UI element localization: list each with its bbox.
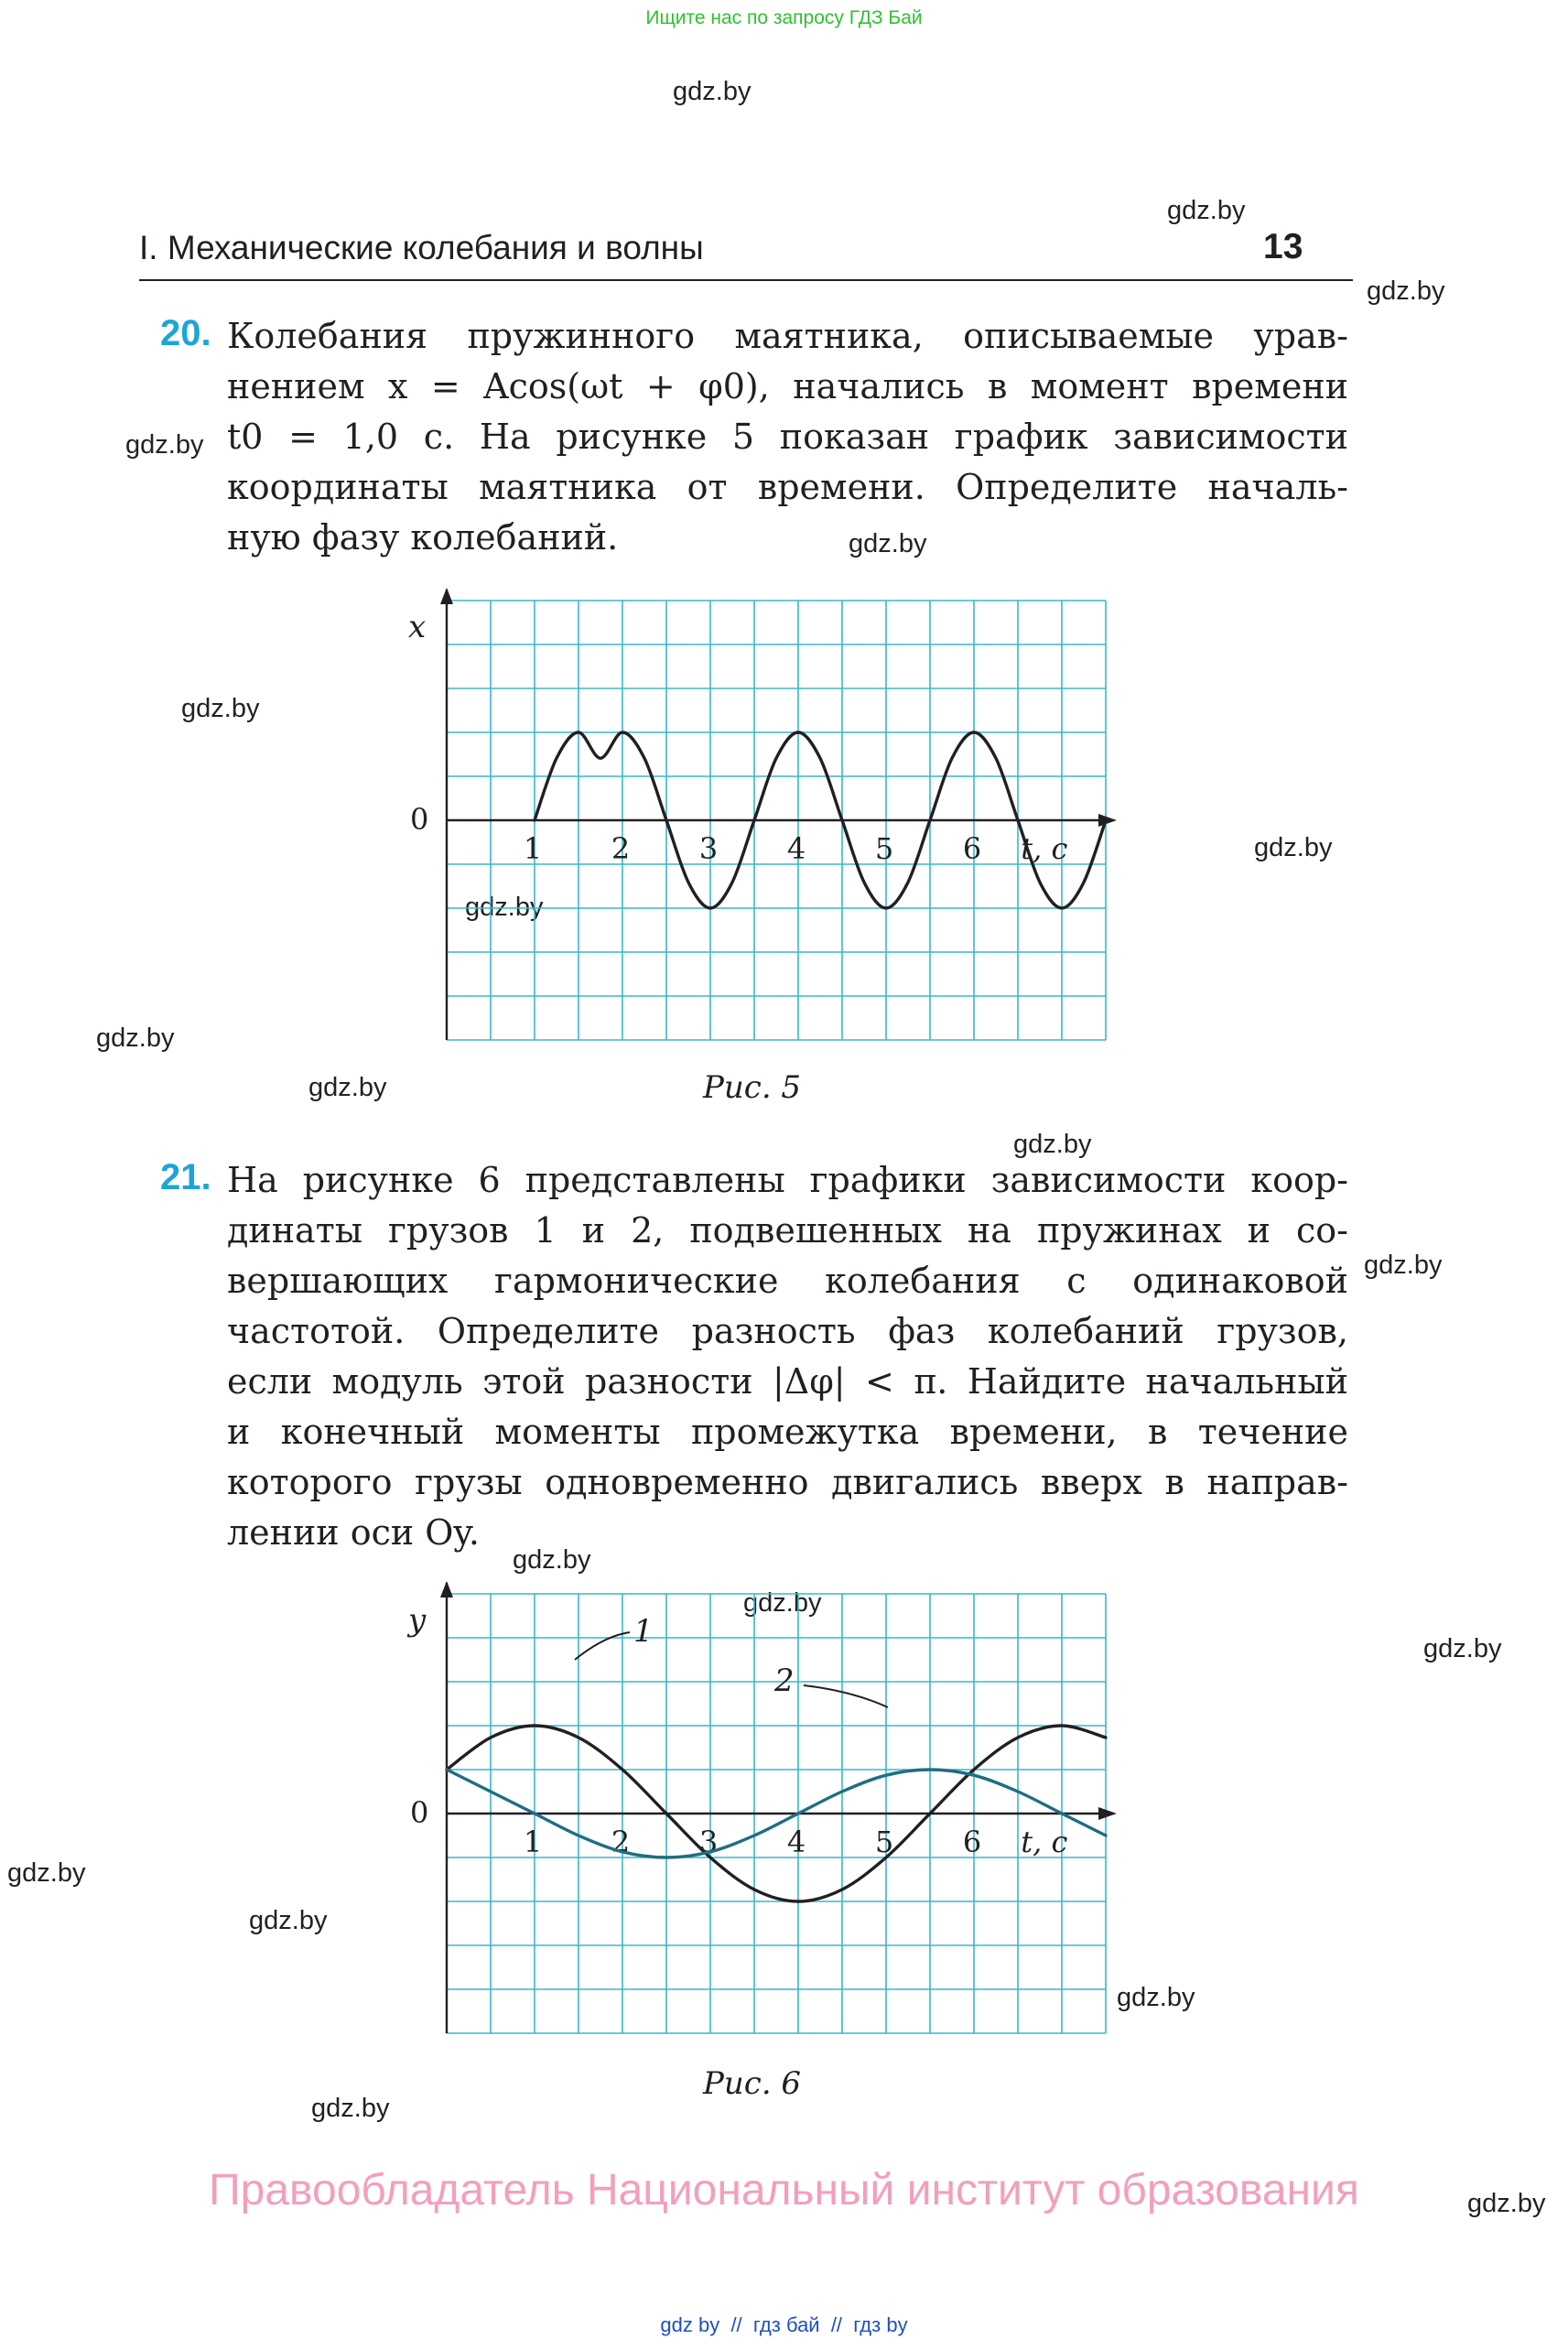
origin-label: 0	[410, 802, 429, 837]
header-rule	[139, 279, 1353, 281]
watermark: gdz.by	[1364, 1251, 1443, 1280]
watermark: gdz.by	[513, 1545, 591, 1575]
x-tick-label: 2	[611, 831, 631, 866]
x-tick-label: 6	[962, 1825, 982, 1859]
y-axis-arrow	[440, 1581, 453, 1597]
x-axis-arrow	[1098, 814, 1117, 827]
problem-20-text	[227, 311, 1348, 563]
watermark: gdz.by	[1467, 2189, 1546, 2218]
figure-6-chart	[394, 1579, 1126, 2046]
text-line: Колебания пружинного маятника, описываемые урав-	[227, 316, 1348, 356]
watermark: gdz.by	[311, 2094, 390, 2123]
watermark: gdz.by	[1367, 276, 1445, 306]
text-line: лении оси Oy.	[227, 1512, 480, 1553]
y-axis-label: y	[408, 1602, 427, 1639]
x-tick-label: 6	[962, 831, 982, 866]
section-title: I. Механические колебания и волны	[139, 229, 704, 266]
watermark: gdz.by	[465, 893, 544, 922]
x-tick-label: 4	[786, 831, 806, 866]
x-tick-label: 1	[523, 831, 543, 866]
problem-21-number: 21.	[160, 1157, 211, 1197]
watermark: gdz.by	[1254, 833, 1333, 862]
text-line: ную фазу колебаний.	[227, 517, 619, 558]
x-tick-label: 5	[874, 1825, 894, 1859]
text-line: На рисунке 6 представлены графики зависимости коор-	[227, 1160, 1348, 1200]
watermark: gdz.by	[673, 77, 752, 106]
footer-links: gdz by // гдз бай // гдз by	[660, 2313, 908, 2336]
x-axis-arrow	[1098, 1807, 1117, 1820]
x-tick-label: 3	[698, 831, 719, 866]
text-line: и конечный моменты промежутка времени, в течение	[227, 1412, 1348, 1452]
watermark: gdz.by	[849, 529, 927, 558]
copyright-notice: Правообладатель Национальный институт образования	[209, 2166, 1359, 2215]
x-axis-label: t, с	[1021, 1825, 1068, 1859]
problem-21-text	[227, 1155, 1348, 1558]
problem-20-number: 20.	[160, 313, 211, 353]
series-name-label: 1	[633, 1613, 654, 1650]
series-leader-line	[575, 1632, 630, 1660]
watermark: gdz.by	[96, 1023, 175, 1053]
series-name-label: 2	[774, 1662, 795, 1699]
figure-5-chart	[394, 586, 1126, 1062]
top-banner: Ищите нас по запросу ГДЗ Бай	[645, 7, 923, 28]
watermark: gdz.by	[181, 694, 260, 723]
text-line: если модуль этой разности |Δφ| < π. Найдите начальный	[227, 1361, 1348, 1402]
figure-5-caption: Рис. 5	[703, 1069, 802, 1106]
figure-6-caption: Рис. 6	[703, 2065, 802, 2102]
watermark: gdz.by	[308, 1073, 387, 1102]
series-leader-line	[804, 1685, 888, 1707]
x-tick-label: 4	[786, 1825, 806, 1859]
text-line: вершающих гармонические колебания с одинаковой	[227, 1261, 1348, 1301]
y-axis-arrow	[440, 588, 453, 604]
watermark: gdz.by	[1117, 1983, 1195, 2012]
watermark: gdz.by	[7, 1858, 86, 1888]
x-tick-label: 5	[874, 831, 894, 866]
origin-label: 0	[410, 1795, 429, 1830]
x-axis-label: t, с	[1021, 831, 1068, 866]
y-axis-label: x	[408, 609, 427, 645]
watermark: gdz.by	[1167, 196, 1246, 225]
watermark: gdz.by	[125, 430, 204, 460]
x-tick-label: 2	[611, 1825, 631, 1859]
watermark: gdz.by	[249, 1906, 328, 1935]
watermark: gdz.by	[1423, 1634, 1502, 1663]
text-line: координаты маятника от времени. Определите началь-	[227, 467, 1348, 507]
text-line: которого грузы одновременно двигались вверх в направ-	[227, 1462, 1348, 1502]
x-tick-label: 1	[523, 1825, 543, 1859]
watermark: gdz.by	[743, 1588, 822, 1618]
text-line: нением x = Acos(ωt + φ0), начались в момент времени	[227, 366, 1348, 406]
x-tick-label: 3	[698, 1825, 719, 1859]
text-line: t0 = 1,0 с. На рисунке 5 показан график зависимости	[227, 417, 1348, 457]
text-line: частотой. Определите разность фаз колебаний грузов,	[227, 1311, 1348, 1351]
text-line: динаты грузов 1 и 2, подвешенных на пружинах и со-	[227, 1210, 1348, 1251]
page-number: 13	[1263, 227, 1303, 266]
watermark: gdz.by	[1013, 1130, 1092, 1159]
